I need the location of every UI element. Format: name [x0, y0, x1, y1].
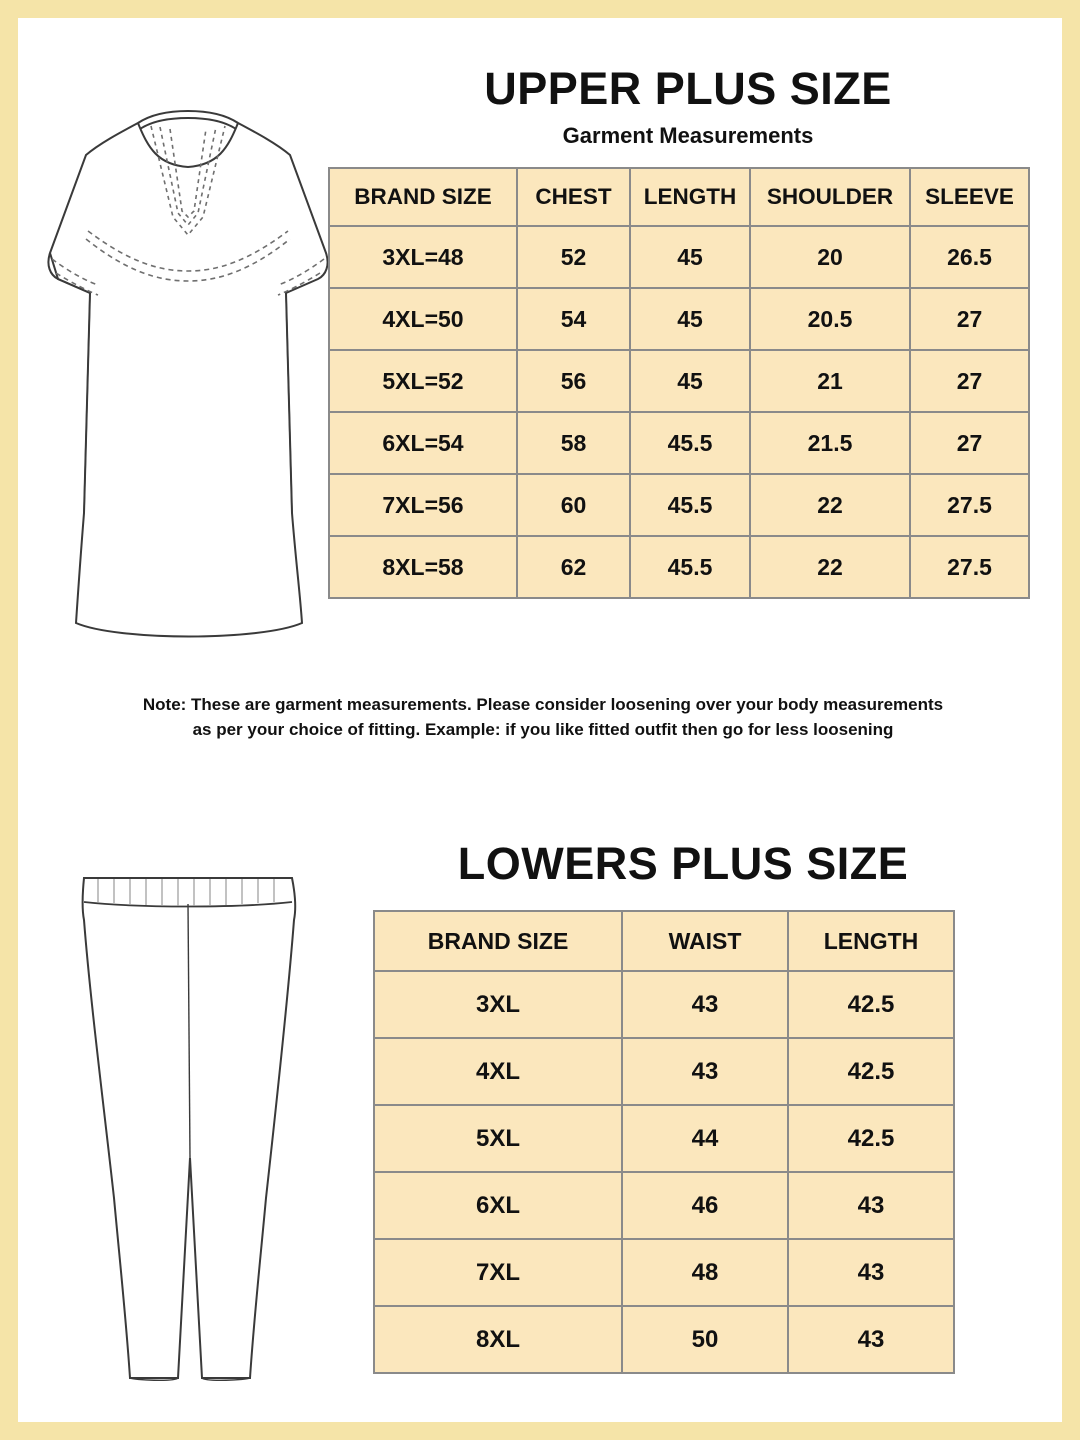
upper-title: UPPER PLUS SIZE — [484, 63, 892, 114]
cell-brand-size: 3XL=48 — [329, 226, 517, 288]
note-line-2: as per your choice of fitting. Example: if you like fitted outfit then go for less loosening — [192, 719, 894, 739]
lowers-plus-size-section — [18, 818, 1062, 1418]
table-row — [329, 350, 1029, 412]
table-row — [374, 1038, 954, 1105]
column-header: LENGTH — [788, 911, 954, 971]
cell-sleeve: 26.5 — [910, 226, 1029, 288]
cell-sleeve: 27 — [910, 288, 1029, 350]
cell-length: 45 — [630, 288, 750, 350]
column-header: LENGTH — [630, 168, 750, 226]
cell-shoulder: 22 — [750, 474, 910, 536]
cell-length: 42.5 — [788, 971, 954, 1038]
cell-shoulder: 22 — [750, 536, 910, 598]
cell-chest: 60 — [517, 474, 630, 536]
cell-length: 45.5 — [630, 536, 750, 598]
pyjama-illustration — [38, 858, 338, 1398]
cell-length: 43 — [788, 1172, 954, 1239]
column-header: BRAND SIZE — [374, 911, 622, 971]
cell-sleeve: 27 — [910, 350, 1029, 412]
table-header-row — [329, 168, 1029, 226]
cell-length: 45 — [630, 226, 750, 288]
table-row — [329, 288, 1029, 350]
column-header: BRAND SIZE — [329, 168, 517, 226]
table-row — [329, 412, 1029, 474]
cell-brand-size: 4XL=50 — [329, 288, 517, 350]
cell-length: 42.5 — [788, 1038, 954, 1105]
table-header-row — [374, 911, 954, 971]
note-line-1: Note: These are garment measurements. Please consider loosening over your body measurements — [142, 695, 944, 714]
cell-length: 45.5 — [630, 474, 750, 536]
table-row — [329, 474, 1029, 536]
cell-waist: 43 — [622, 971, 788, 1038]
column-header: SHOULDER — [750, 168, 910, 226]
cell-brand-size: 7XL — [374, 1239, 622, 1306]
cell-chest: 58 — [517, 412, 630, 474]
cell-brand-size: 8XL=58 — [329, 536, 517, 598]
cell-brand-size: 5XL — [374, 1105, 622, 1172]
cell-chest: 52 — [517, 226, 630, 288]
column-header: SLEEVE — [910, 168, 1029, 226]
cell-brand-size: 6XL — [374, 1172, 622, 1239]
cell-brand-size: 4XL — [374, 1038, 622, 1105]
cell-length: 43 — [788, 1306, 954, 1373]
cell-waist: 43 — [622, 1038, 788, 1105]
cell-length: 42.5 — [788, 1105, 954, 1172]
cell-brand-size: 3XL — [374, 971, 622, 1038]
table-row — [374, 1239, 954, 1306]
upper-subtitle: Garment Measurements — [562, 123, 814, 148]
cell-waist: 50 — [622, 1306, 788, 1373]
kurta-illustration — [28, 93, 348, 653]
cell-shoulder: 21 — [750, 350, 910, 412]
cell-waist: 48 — [622, 1239, 788, 1306]
cell-chest: 62 — [517, 536, 630, 598]
upper-content — [328, 63, 1048, 599]
cell-brand-size: 6XL=54 — [329, 412, 517, 474]
cell-shoulder: 20.5 — [750, 288, 910, 350]
cell-waist: 44 — [622, 1105, 788, 1172]
lower-title: LOWERS PLUS SIZE — [457, 838, 909, 889]
table-row — [329, 226, 1029, 288]
page-inner — [18, 18, 1062, 1422]
cell-sleeve: 27.5 — [910, 474, 1029, 536]
upper-size-table — [328, 167, 1030, 599]
table-row — [374, 1172, 954, 1239]
cell-length: 43 — [788, 1239, 954, 1306]
table-row — [374, 1306, 954, 1373]
cell-shoulder: 21.5 — [750, 412, 910, 474]
cell-brand-size: 7XL=56 — [329, 474, 517, 536]
cell-waist: 46 — [622, 1172, 788, 1239]
cell-sleeve: 27 — [910, 412, 1029, 474]
cell-chest: 56 — [517, 350, 630, 412]
table-row — [374, 971, 954, 1038]
lower-size-table — [373, 910, 955, 1374]
upper-plus-size-section — [18, 18, 1062, 758]
measurement-note — [78, 693, 1008, 742]
cell-brand-size: 5XL=52 — [329, 350, 517, 412]
column-header: CHEST — [517, 168, 630, 226]
table-row — [329, 536, 1029, 598]
cell-sleeve: 27.5 — [910, 536, 1029, 598]
cell-length: 45.5 — [630, 412, 750, 474]
column-header: WAIST — [622, 911, 788, 971]
cell-length: 45 — [630, 350, 750, 412]
cell-chest: 54 — [517, 288, 630, 350]
lower-content — [373, 838, 993, 1374]
table-row — [374, 1105, 954, 1172]
cell-brand-size: 8XL — [374, 1306, 622, 1373]
cell-shoulder: 20 — [750, 226, 910, 288]
